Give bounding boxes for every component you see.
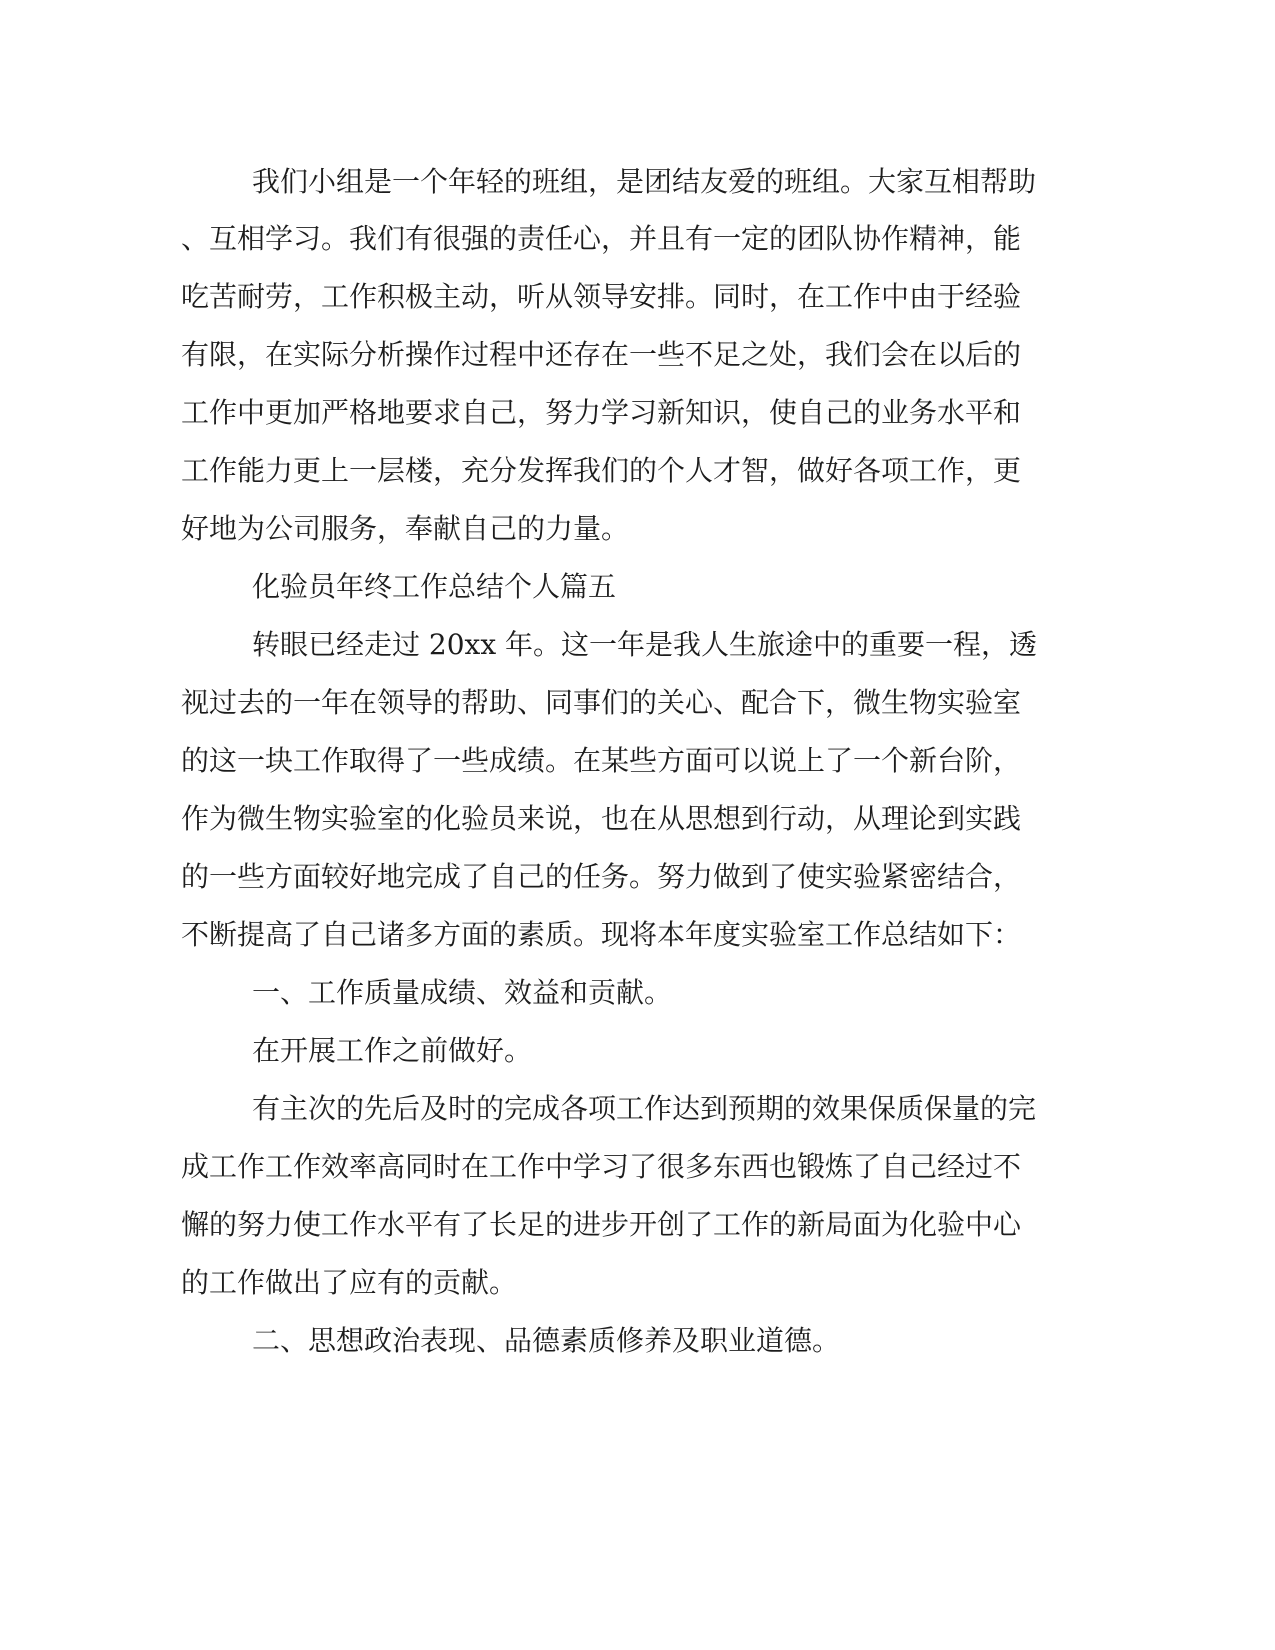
paragraph-line: 工作中更加严格地要求自己，努力学习新知识，使自己的业务水平和 (181, 396, 1022, 429)
paragraph-line: 懈的努力使工作水平有了长足的进步开创了工作的新局面为化验中心 (181, 1208, 1022, 1241)
paragraph-line: 的工作做出了应有的贡献。 (181, 1266, 518, 1299)
paragraph-line: 有限，在实际分析操作过程中还存在一些不足之处，我们会在以后的 (181, 338, 1022, 371)
section-heading: 二、思想政治表现、品德素质修养及职业道德。 (252, 1324, 841, 1357)
paragraph-line: 吃苦耐劳，工作积极主动，听从领导安排。同时，在工作中由于经验 (181, 280, 1022, 313)
paragraph-line: 有主次的先后及时的完成各项工作达到预期的效果保质保量的完 (252, 1092, 1037, 1125)
paragraph-line: 作为微生物实验室的化验员来说，也在从思想到行动，从理论到实践 (181, 802, 1022, 835)
paragraph-line: 在开展工作之前做好。 (252, 1034, 533, 1067)
paragraph-line: 视过去的一年在领导的帮助、同事们的关心、配合下，微生物实验室 (181, 686, 1022, 719)
paragraph-line: 的一些方面较好地完成了自己的任务。努力做到了使实验紧密结合， (181, 860, 1022, 893)
paragraph-line: 转眼已经走过 20xx 年。这一年是我人生旅途中的重要一程，透 (252, 628, 1038, 661)
paragraph-line: 成工作工作效率高同时在工作中学习了很多东西也锻炼了自己经过不 (181, 1150, 1022, 1183)
paragraph-line: 好地为公司服务，奉献自己的力量。 (181, 512, 630, 545)
paragraph-line: 不断提高了自己诸多方面的素质。现将本年度实验室工作总结如下： (181, 918, 1022, 951)
section-heading: 化验员年终工作总结个人篇五 (252, 570, 617, 603)
paragraph-line: 我们小组是一个年轻的班组，是团结友爱的班组。大家互相帮助 (252, 165, 1037, 198)
paragraph-line: 、互相学习。我们有很强的责任心，并且有一定的团队协作精神，能 (181, 222, 1022, 255)
paragraph-line: 工作能力更上一层楼，充分发挥我们的个人才智，做好各项工作，更 (181, 454, 1022, 487)
section-heading: 一、工作质量成绩、效益和贡献。 (252, 976, 673, 1009)
paragraph-line: 的这一块工作取得了一些成绩。在某些方面可以说上了一个新台阶， (181, 744, 1022, 777)
